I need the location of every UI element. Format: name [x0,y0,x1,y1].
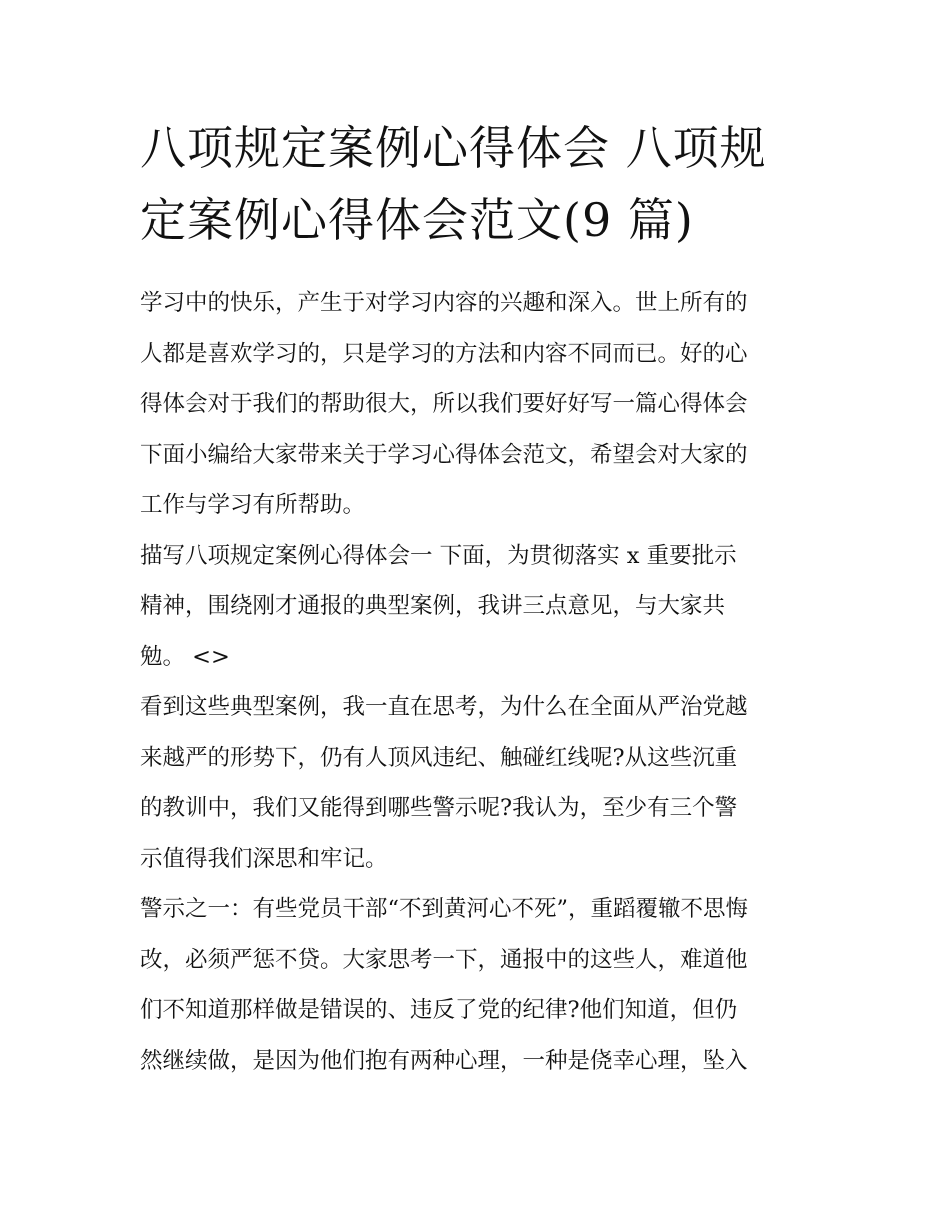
title-line-2: 定案例心得体会范文(9 篇) [140,193,694,247]
document-body [140,278,820,1086]
body-line-16: 然继续做，是因为他们抱有两种心理，一种是侥幸心理，坠入 [140,1047,748,1074]
body-line-12: 示值得我们深思和牢记。 [140,845,388,872]
body-line-4: 下面小编给大家带来关于学习心得体会范文，希望会对大家的 [140,441,748,468]
body-line-15: 们不知道那样做是错误的、违反了党的纪律?他们知道，但仍 [140,997,738,1023]
document-title [140,112,820,256]
body-line-1: 学习中的快乐，产生于对学习内容的兴趣和深入。世上所有的 [140,290,748,316]
body-line-7: 精神，围绕刚才通报的典型案例，我讲三点意见，与大家共 [140,593,726,619]
body-line-14: 改，必须严惩不贷。大家思考一下，通报中的这些人，难道他 [140,946,748,973]
body-line-2: 人都是喜欢学习的，只是学习的方法和内容不同而已。好的心 [140,340,748,367]
body-line-10: 来越严的形势下，仍有人顶风违纪、触碰红线呢?从这些沉重 [140,744,738,771]
body-line-11: 的教训中，我们又能得到哪些警示呢?我认为，至少有三个警 [140,795,738,821]
body-line-9: 看到这些典型案例，我一直在思考，为什么在全面从严治党越 [140,694,748,720]
body-line-3: 得体会对于我们的帮助很大，所以我们要好好写一篇心得体会 [140,391,748,417]
body-line-6: 描写八项规定案例心得体会一 下面，为贯彻落实 x 重要批示 [140,542,737,569]
body-line-8: 勉。 <> [140,643,230,670]
body-line-13: 警示之一：有些党员干部“不到黄河心不死”，重蹈覆辙不思悔 [140,896,749,922]
body-line-5: 工作与学习有所帮助。 [140,492,366,518]
title-line-1: 八项规定案例心得体会 八项规 [140,121,767,175]
